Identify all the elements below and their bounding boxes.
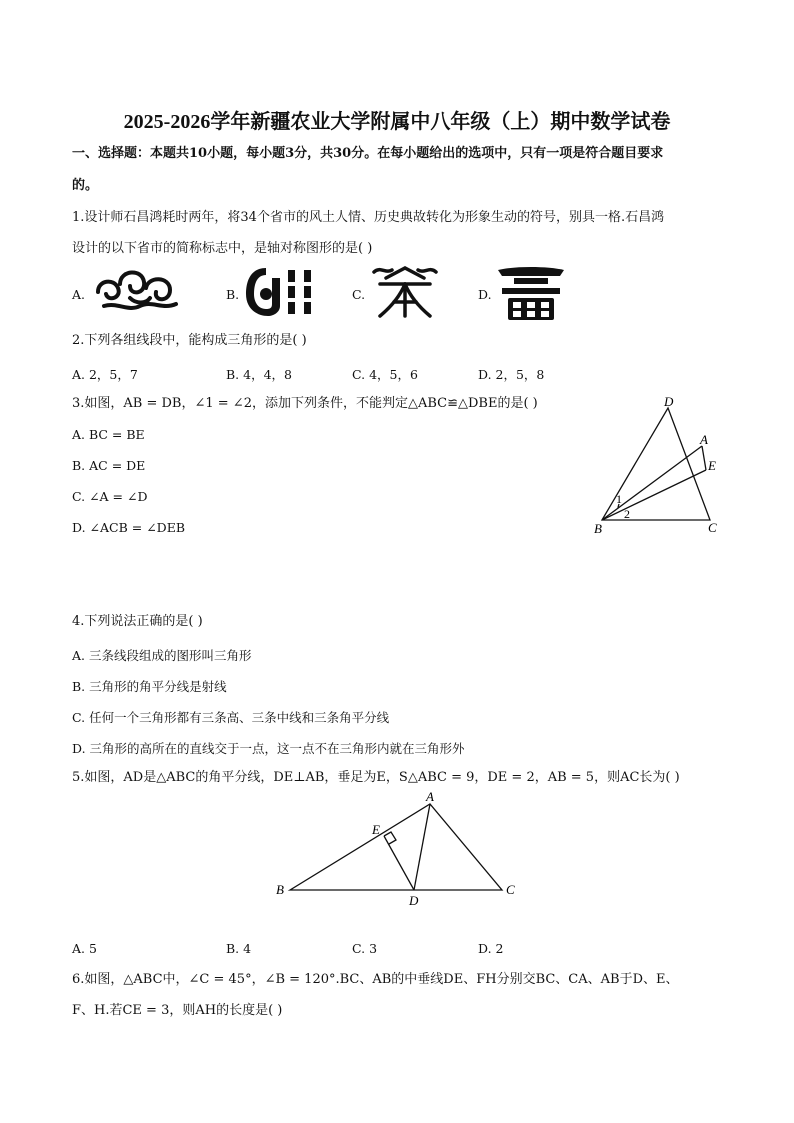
q5-option-b: B. 4 [226, 941, 252, 956]
q4-stem: 4.下列说法正确的是( ) [72, 614, 203, 629]
q3-label-angle1: 1 [616, 492, 622, 506]
q1-stem-line2: 设计的以下省市的简称标志中，是轴对称图形的是( ) [72, 241, 373, 256]
q1-option-c-label: C. [352, 287, 366, 302]
page-title: 2025-2026学年新疆农业大学附属中八年级（上）期中数学试卷 [123, 111, 671, 133]
q5-label-d: D [409, 893, 419, 908]
q2-option-d: D. 2，5，8 [478, 367, 545, 382]
q5-triangle-abc [290, 804, 502, 890]
q2-option-a: A. 2，5，7 [72, 367, 138, 382]
q1-stem-line1: 1.设计师石昌鸿耗时两年，将34个省市的风土人情、历史典故转化为形象生动的符号，别具一格.石昌鸿 [72, 210, 665, 225]
q5-stem: 5.如图，AD是△ABC的角平分线，DE⊥AB，垂足为E，S△ABC = 9，DE = 2，AB = 5，则AC长为( ) [72, 770, 680, 785]
q3-triangle-figure [588, 394, 728, 539]
q6-stem-line2: F、H.若CE = 3，则AH的长度是( ) [72, 1003, 283, 1018]
q5-segment-ad [414, 804, 430, 890]
q3-label-b: B [594, 521, 602, 536]
section-heading-line2: 的。 [72, 178, 99, 193]
q3-label-angle2: 2 [624, 507, 630, 521]
q4-option-c: C. 任何一个三角形都有三条高、三条中线和三条角平分线 [72, 710, 390, 725]
q2-option-c: C. 4，5，6 [352, 367, 418, 382]
q5-label-c: C [506, 882, 515, 897]
q5-option-a: A. 5 [72, 941, 97, 956]
q3-option-c: C. ∠A = ∠D [72, 489, 148, 504]
q2-stem: 2.下列各组线段中，能构成三角形的是( ) [72, 333, 307, 348]
section-heading-line1: 一、选择题：本题共10小题，每小题3分，共30分。在每小题给出的选项中，只有一项是符合题目要求 [72, 146, 664, 161]
q5-label-e: E [372, 822, 380, 837]
q3-segment-ba [602, 446, 702, 520]
q4-option-d: D. 三角形的高所在的直线交于一点，这一点不在三角形内就在三角形外 [72, 741, 465, 756]
q3-label-e: E [708, 458, 716, 473]
q3-label-a: A [700, 432, 708, 447]
q5-label-b: B [276, 882, 284, 897]
q2-option-b: B. 4，4，8 [226, 367, 292, 382]
q3-option-d: D. ∠ACB = ∠DEB [72, 520, 186, 535]
q3-stem: 3.如图，AB = DB，∠1 = ∠2，添加下列条件，不能判定△ABC≌△DBE的是( ) [72, 396, 538, 411]
q3-label-d: D [664, 394, 674, 409]
chuan-logo-icon [244, 266, 322, 318]
q5-segment-de [384, 836, 414, 890]
q1-option-d-label: D. [478, 287, 492, 302]
q3-option-b: B. AC = DE [72, 458, 146, 473]
q1-option-b-label: B. [226, 287, 240, 302]
q6-stem-line1: 6.如图，△ABC中，∠C = 45°，∠B = 120°.BC、AB的中垂线DE、FH分别交BC、CA、AB于D、E、 [72, 972, 679, 987]
building-logo-icon [370, 264, 440, 320]
q3-option-a: A. BC = BE [72, 427, 145, 442]
q3-segment-ae [702, 446, 706, 470]
q5-option-c: C. 3 [352, 941, 378, 956]
q3-label-c: C [708, 520, 717, 535]
q5-triangle-figure [272, 790, 522, 910]
q5-option-d: D. 2 [478, 941, 504, 956]
q1-option-a-label: A. [72, 287, 86, 302]
cloud-logo-icon [90, 262, 185, 320]
pavilion-logo-icon [496, 262, 566, 322]
q4-option-b: B. 三角形的角平分线是射线 [72, 679, 227, 694]
q5-label-a: A [426, 789, 434, 804]
q4-option-a: A. 三条线段组成的图形叫三角形 [72, 648, 252, 663]
